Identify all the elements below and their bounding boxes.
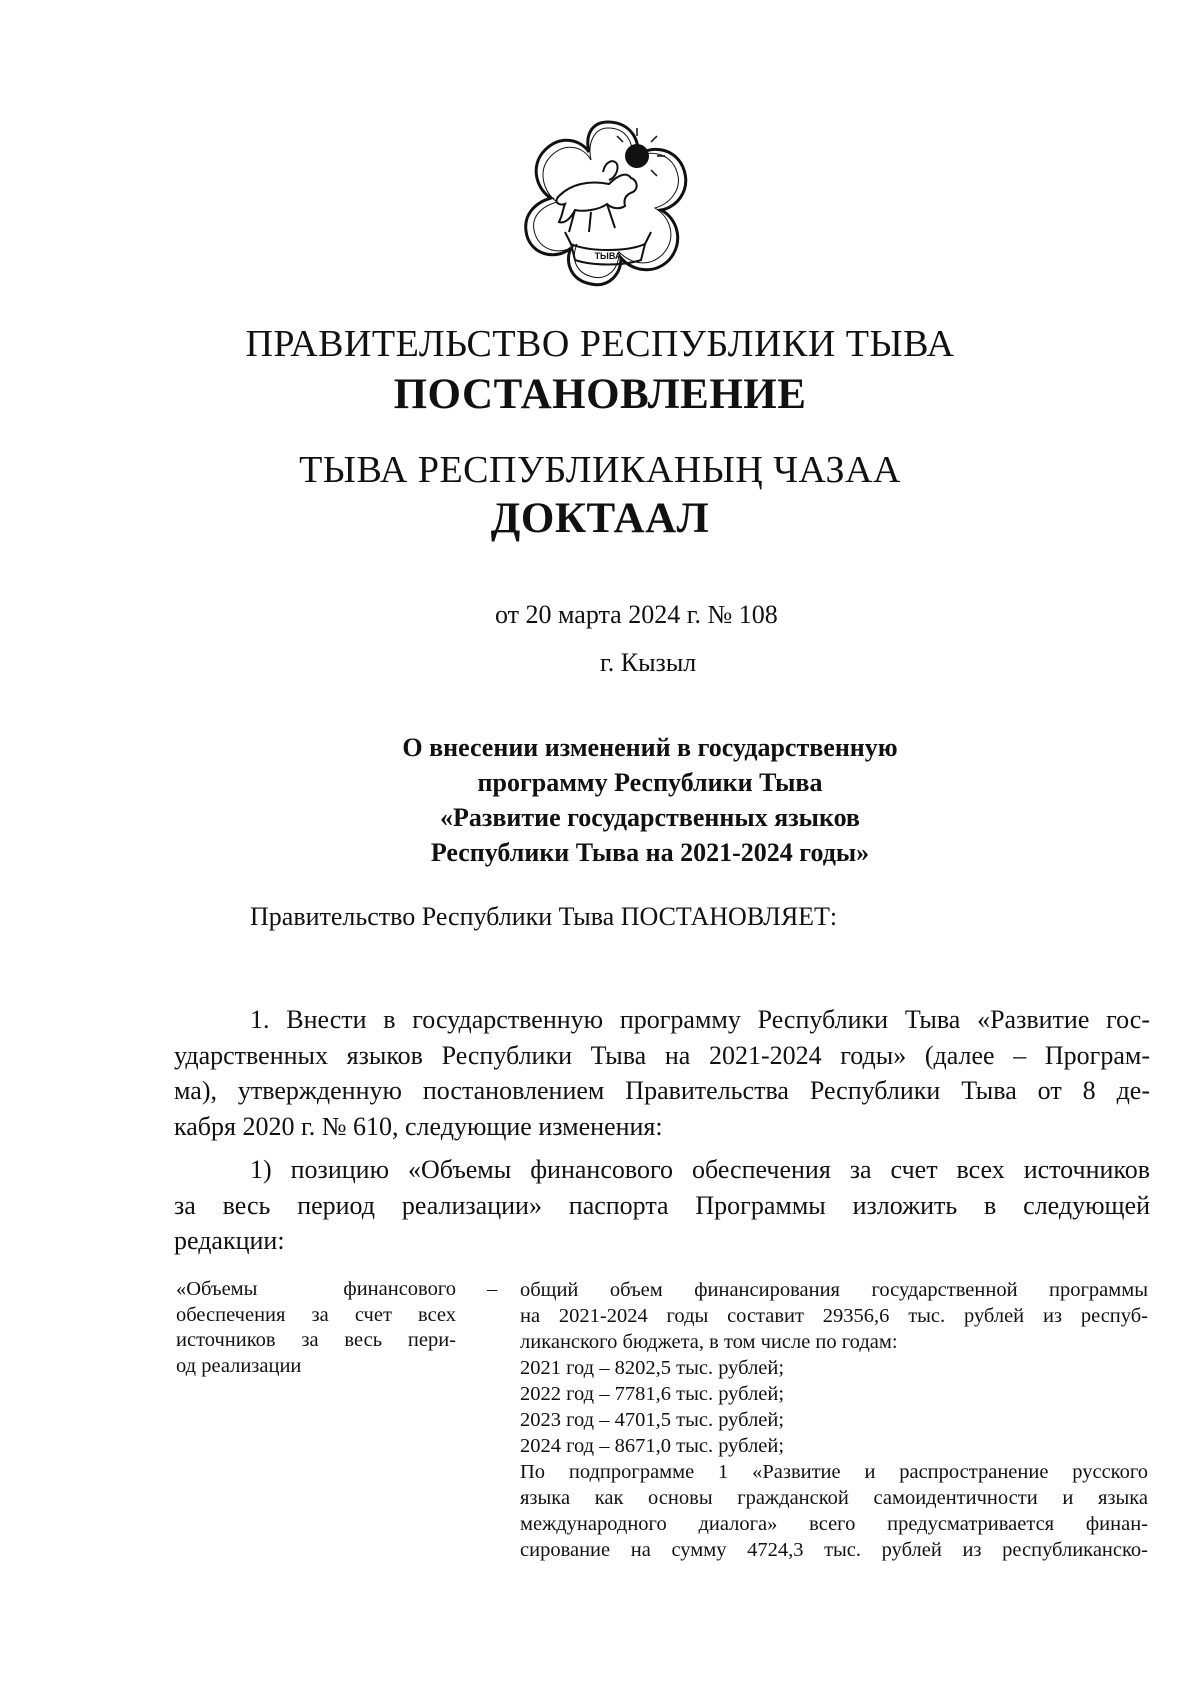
table-position-value — [520, 1277, 1148, 1563]
table-position-label — [176, 1277, 456, 1379]
table-value-line: 2021 год – 8202,5 тыс. рублей; — [520, 1357, 785, 1379]
table-label-line: од реализации — [176, 1354, 302, 1377]
paragraph-line: редакции: — [174, 1226, 285, 1255]
table-value-line: международного диалога» всего предусматривается финан- — [520, 1513, 1148, 1535]
preamble: Правительство Республики Тыва ПОСТАНОВЛЯЕТ: — [250, 902, 838, 931]
subject-line: программу Республики Тыва — [477, 768, 823, 797]
table-value-line: По подпрограмме 1 «Развитие и распространение русского — [520, 1461, 1148, 1483]
subject-line: «Развитие государственных языков — [440, 803, 860, 832]
subject-line: О внесении изменений в государственную — [402, 733, 898, 762]
table-value-line: ликанского бюджета, в том числе по годам: — [520, 1331, 898, 1353]
subject-line: Республики Тыва на 2021-2024 годы» — [430, 838, 870, 867]
table-value-line: 2023 год – 4701,5 тыс. рублей; — [520, 1409, 785, 1431]
paragraph-1 — [174, 1002, 1150, 1144]
government-title-ru: ПРАВИТЕЛЬСТВО РЕСПУБЛИКИ ТЫВА — [245, 323, 955, 365]
table-value-line: 2024 год – 8671,0 тыс. рублей; — [520, 1435, 785, 1457]
paragraph-line: 1) позицию «Объемы финансового обеспечения за счет всех источников — [250, 1155, 1150, 1184]
document-type-ru: ПОСТАНОВЛЕНИЕ — [393, 371, 807, 418]
paragraph-2 — [174, 1152, 1150, 1259]
table-value-line: общий объем финансирования государственной программы — [520, 1279, 1148, 1301]
document-date-number: от 20 марта 2024 г. № 108 — [495, 600, 778, 629]
paragraph-line: за весь период реализации» паспорта Программы изложить в следующей — [174, 1190, 1150, 1220]
paragraph-line: ма), утвержденную постановлением Правительства Республики Тыва от 8 де- — [174, 1076, 1150, 1105]
document-city: г. Кызыл — [600, 648, 697, 677]
document-type-tyv: ДОКТААЛ — [490, 495, 710, 542]
emblem-scroll-text: ТЫВА — [594, 251, 622, 261]
paragraph-line: 1. Внести в государственную программу Республики Тыва «Развитие гос- — [250, 1005, 1150, 1034]
government-title-tyv: ТЫВА РЕСПУБЛИКАНЫҢ ЧАЗАА — [299, 449, 901, 491]
coat-of-arms-icon — [519, 114, 697, 292]
table-value-line: языка как основы гражданской самоидентичности и языка — [520, 1487, 1148, 1509]
table-value-line: на 2021-2024 годы составит 29356,6 тыс. рублей из респуб- — [520, 1305, 1148, 1327]
table-dash: – — [487, 1278, 498, 1300]
table-label-line: «Объемы финансового — [176, 1278, 456, 1300]
paragraph-line: кабря 2020 г. № 610, следующие изменения: — [174, 1111, 663, 1141]
table-label-line: источников за весь пери- — [176, 1329, 456, 1351]
table-value-line: 2022 год – 7781,6 тыс. рублей; — [520, 1383, 785, 1405]
table-value-line: сирование на сумму 4724,3 тыс. рублей из республиканско- — [520, 1539, 1148, 1561]
paragraph-line: ударственных языков Республики Тыва на 2021-2024 годы» (далее – Програм- — [174, 1040, 1150, 1070]
table-label-line: обеспечения за счет всех — [176, 1303, 456, 1326]
document-subject — [300, 730, 1000, 870]
